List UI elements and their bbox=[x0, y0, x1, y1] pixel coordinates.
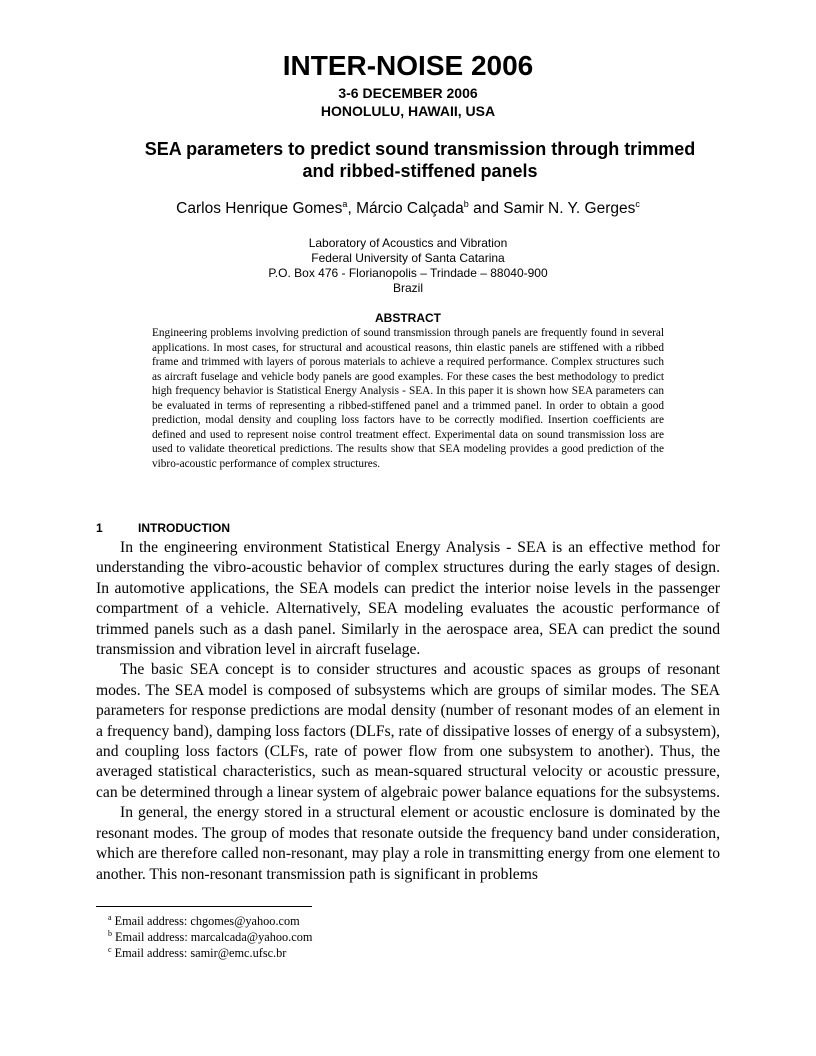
footnote bbox=[108, 945, 312, 961]
author-name: Samir N. Y. Gerges bbox=[503, 200, 636, 217]
footnotes bbox=[108, 913, 312, 961]
section-number: 1 bbox=[96, 521, 103, 535]
footnote bbox=[108, 929, 312, 945]
affiliation-line: P.O. Box 476 - Florianopolis – Trindade – 88040-900 bbox=[268, 266, 548, 280]
body-paragraph: In general, the energy stored in a structural element or acoustic enclosure is dominated by the resonant modes. The group of modes that resonate outside the frequency band under consideration, which are therefore called non-resonant, may play a role in transmitting energy from one element to another. This non-resonant transmission path is significant in problems bbox=[96, 804, 720, 883]
section-heading bbox=[96, 521, 230, 535]
footnote-mark: b bbox=[108, 928, 112, 938]
footnote bbox=[108, 913, 312, 929]
author-name: Márcio Calçada bbox=[356, 200, 464, 217]
footnote-mark: c bbox=[108, 944, 112, 954]
footnote-text: Email address: chgomes@yahoo.com bbox=[114, 914, 300, 928]
abstract-text: Engineering problems involving prediction of sound transmission through panels are frequently found in several applications. In most cases, for structural and acoustical reasons, thin elastic panels are stiffened with a ribbed frame and trimmed with layers of porous materials to achieve a required performance. Complex structures such as aircraft fuselage and vehicle body panels are good examples. For these cases the best methodology to predict high frequency behavior is Statistical Energy Analysis - SEA. In this paper it is shown how SEA parameters can be evaluated in terms of representing a ribbed-stiffened panel and a trimmed panel. In order to obtain a good prediction, modal density and coupling loss factors have to be correctly modified. Insertion coefficients are defined and used to represent noise control treatment effect. Experimental data on sound transmission loss are used to validate theoretical predictions. The results show that SEA modeling provides a good prediction of the vibro-acoustic performance of complex structures. bbox=[152, 327, 664, 470]
section-body bbox=[96, 538, 720, 885]
conference-location: HONOLULU, HAWAII, USA bbox=[320, 103, 496, 119]
affiliation-line: Brazil bbox=[392, 281, 423, 295]
body-paragraph: In the engineering environment Statistical Energy Analysis - SEA is an effective method for understanding the vibro-acoustic behavior of complex structures during the early stages of design. In automotive applications, the SEA models can predict the interior noise levels in the passenger compartment of a vehicle. Alternatively, SEA modeling evaluates the acoustic performance of trimmed panels such as a dash panel. Similarly in the aerospace area, SEA can predict the sound transmission and vibration level in aircraft fuselage. bbox=[96, 539, 720, 659]
paper-title-line-1: SEA parameters to predict sound transmission through trimmed bbox=[144, 139, 696, 159]
author-separator: , bbox=[347, 200, 357, 217]
author-separator: and bbox=[468, 200, 504, 217]
section-title: INTRODUCTION bbox=[138, 521, 230, 535]
affiliation bbox=[0, 236, 816, 296]
footnote-text: Email address: marcalcada@yahoo.com bbox=[115, 930, 313, 944]
affiliation-line: Laboratory of Acoustics and Vibration bbox=[308, 236, 508, 250]
footnote-text: Email address: samir@emc.ufsc.br bbox=[114, 946, 287, 960]
abstract-heading: ABSTRACT bbox=[375, 311, 441, 325]
author-mark: a bbox=[342, 198, 348, 209]
author-mark: b bbox=[463, 198, 469, 209]
body-paragraph: The basic SEA concept is to consider structures and acoustic spaces as groups of resonant modes. The SEA model is composed of subsystems which are groups of similar modes. The SEA parameters for response predictions are modal density (number of resonant modes of an element in a frequency band), damping loss factors (DLFs, rate of dissipative losses of energy of a subsystem), and coupling loss factors (CLFs, rate of power flow from one subsystem to another). Thus, the averaged statistical characteristics, such as mean-squared structural velocity or acoustic pressure, can be determined through a linear system of algebraic power balance equations for the subsystems. bbox=[96, 661, 720, 801]
affiliation-line: Federal University of Santa Catarina bbox=[311, 251, 505, 265]
paper-title-line-2: and ribbed-stiffened panels bbox=[302, 161, 538, 181]
author-list bbox=[0, 200, 816, 218]
conference-dates: 3-6 DECEMBER 2006 bbox=[338, 85, 478, 101]
footnote-mark: a bbox=[108, 912, 112, 922]
footnote-divider bbox=[96, 906, 312, 907]
author-name: Carlos Henrique Gomes bbox=[176, 200, 343, 217]
conference-title: INTER-NOISE 2006 bbox=[282, 50, 534, 81]
author-mark: c bbox=[635, 198, 640, 209]
paper-title bbox=[120, 138, 720, 182]
